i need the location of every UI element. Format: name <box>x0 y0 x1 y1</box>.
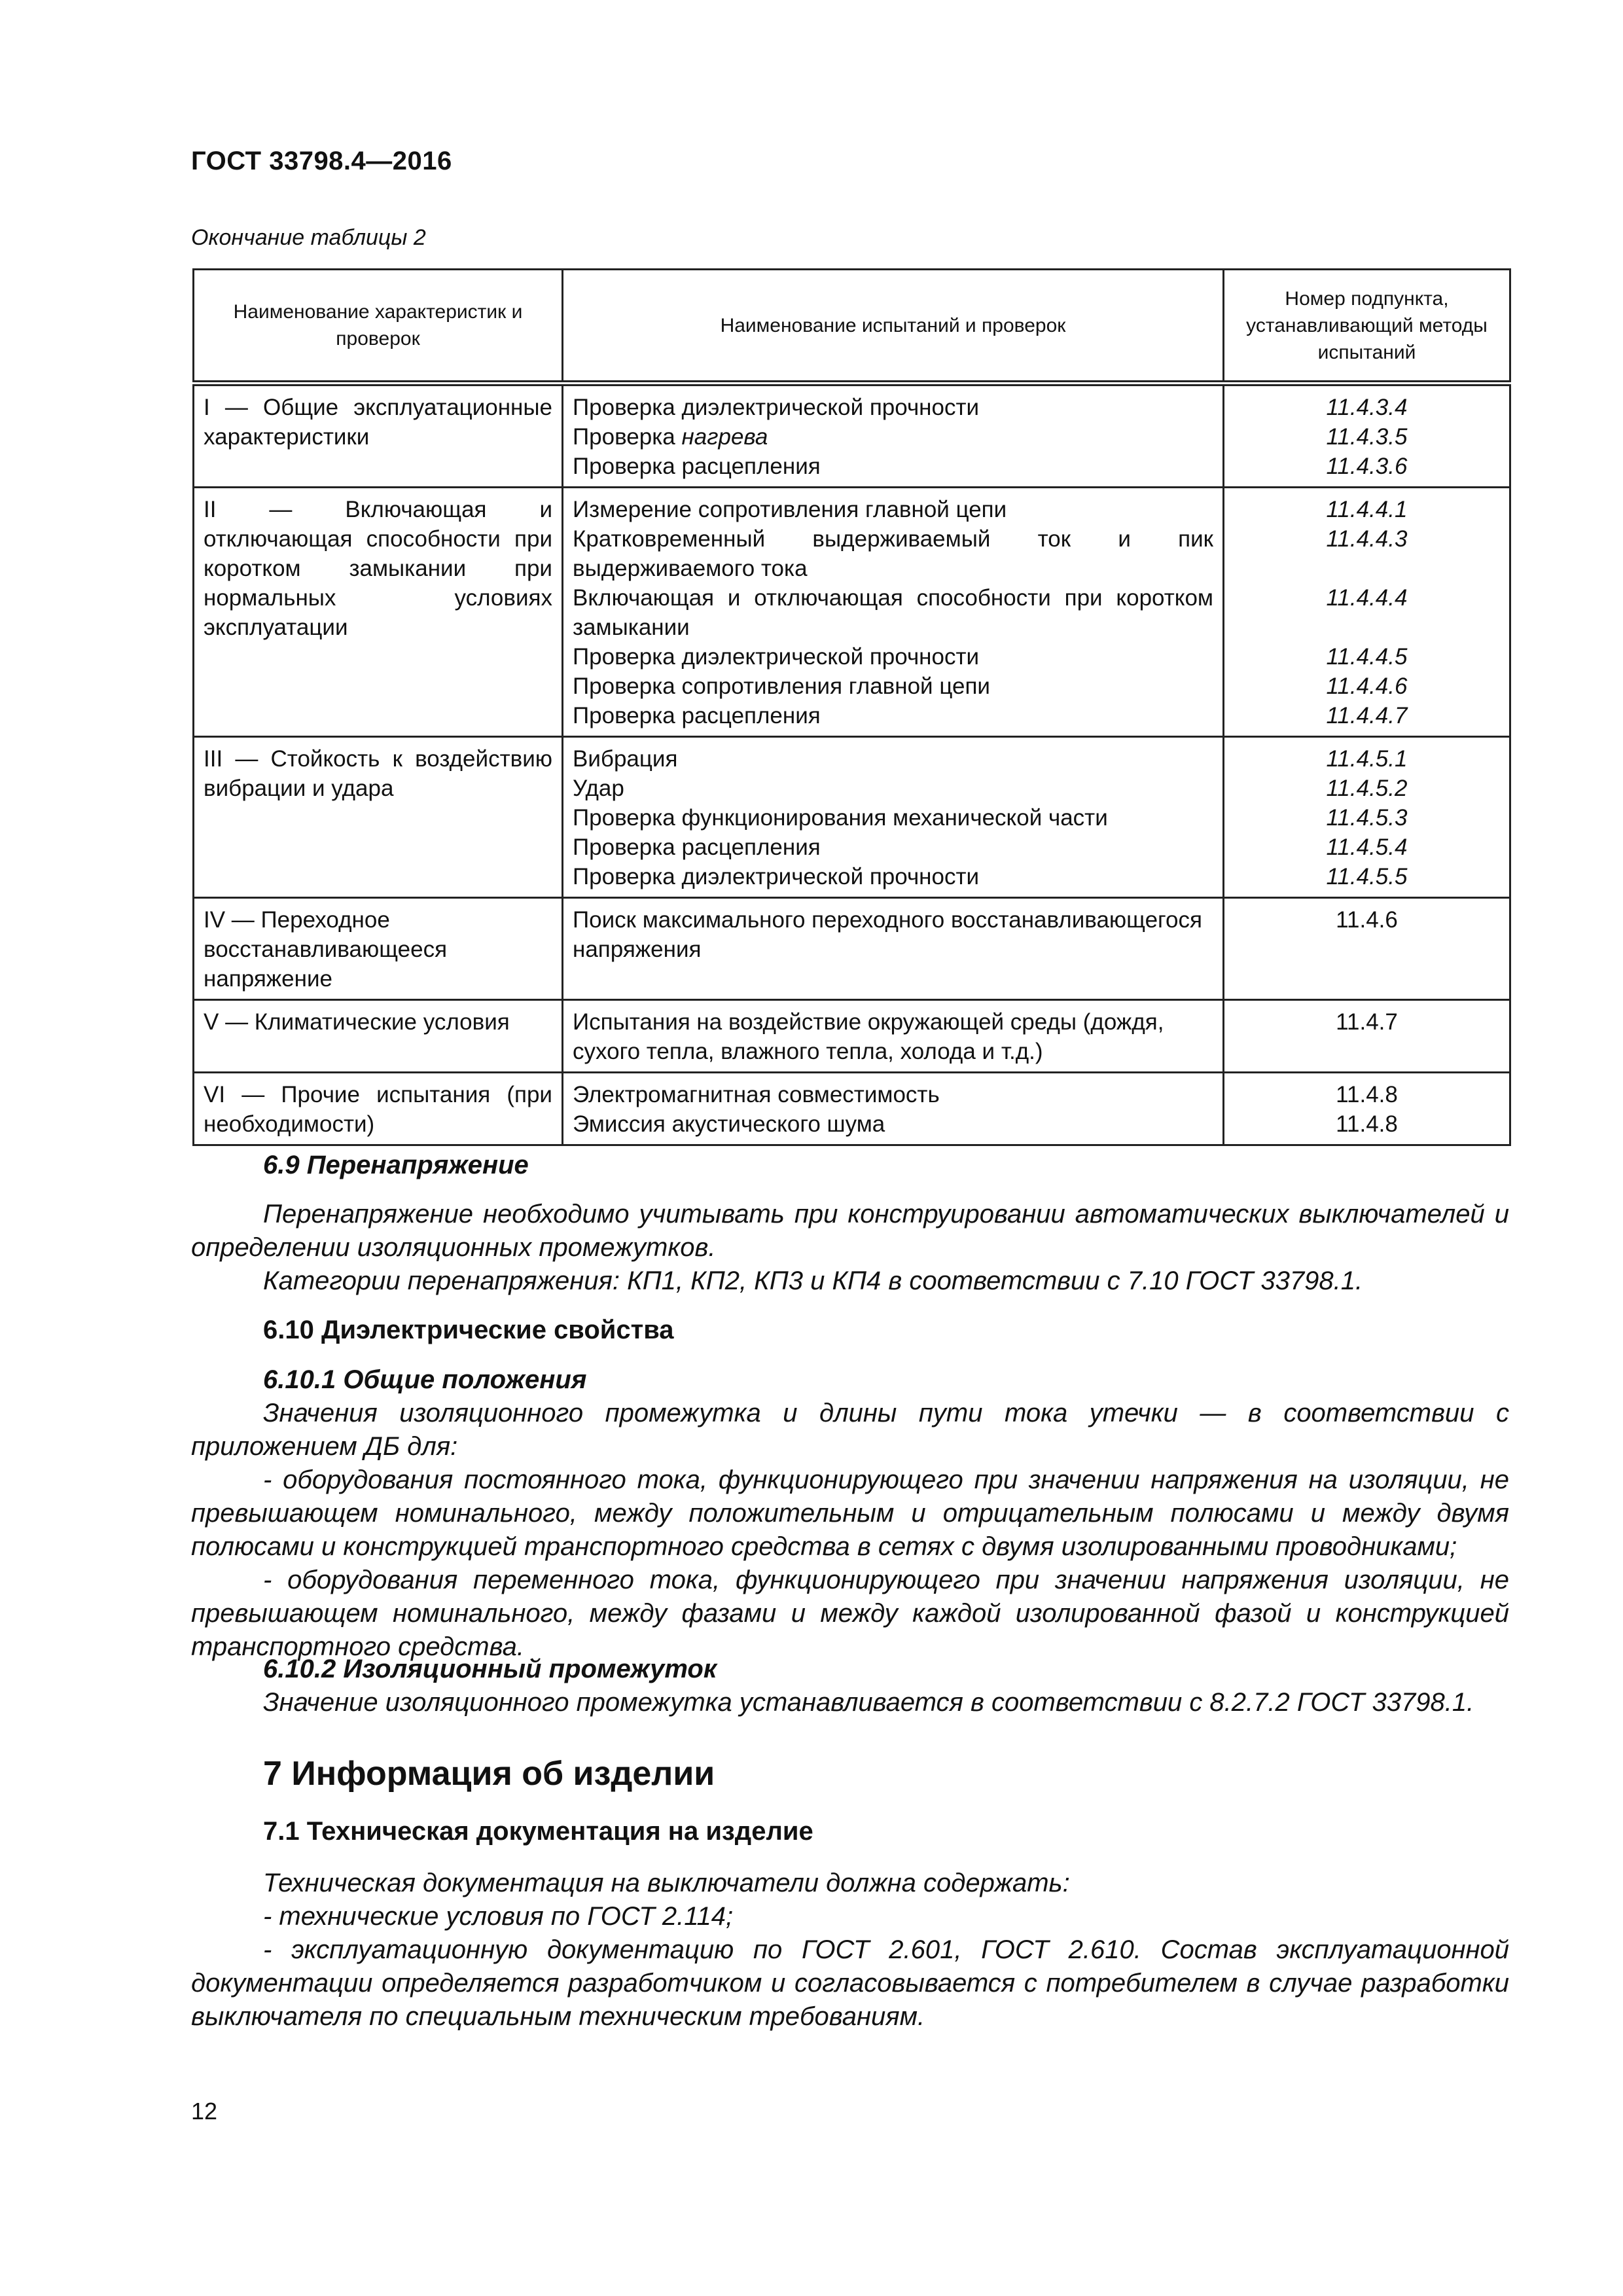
characteristic-cell: II — Включающая и отключающая способности при коротком замыкании при нормальных условиях эксплуатации <box>194 488 563 737</box>
clause-ref: 11.4.7 <box>1336 1009 1398 1035</box>
clause-ref: 11.4.4.7 <box>1326 703 1408 728</box>
test-item: Проверка расцепления <box>573 703 821 728</box>
characteristic-cell: V — Климатические условия <box>194 1000 563 1073</box>
table-caption: Окончание таблицы 2 <box>191 225 426 250</box>
section-6-10-1-heading: 6.10.1 Общие положения <box>263 1365 587 1394</box>
test-item: Эмиссия акустического шума <box>573 1111 885 1137</box>
table-header-row <box>194 270 1510 384</box>
characteristic-cell: VI — Прочие испытания (при необходимости) <box>194 1073 563 1145</box>
test-item: Испытания на воздействие окружающей среды (дождя, сухого тепла, влажного тепла, холода и т.д.) <box>573 1009 1164 1064</box>
paragraph: - оборудования переменного тока, функционирующего при значении напряжения изоляции, не превышающем номинального, между фазами и между каждой изолированной фазой и конструкцией транспортного средства. <box>191 1566 1509 1661</box>
paragraph: Значение изоляционного промежутка устанавливается в соответствии с 8.2.7.2 ГОСТ 33798.1. <box>263 1688 1474 1717</box>
test-item: Проверка диэлектрической прочности <box>573 395 980 420</box>
test-item: Включающая и отключающая способности при коротком замыкании <box>573 585 1213 640</box>
clause-cell <box>1224 898 1510 1000</box>
test-item <box>573 422 1213 452</box>
clause-ref: 11.4.5.4 <box>1326 834 1408 860</box>
clause-ref: 11.4.5.3 <box>1326 805 1408 831</box>
tests-cell <box>563 1073 1224 1145</box>
clause-cell <box>1224 737 1510 898</box>
section-6-9-body <box>191 1198 1509 1298</box>
clause-ref: 11.4.6 <box>1336 907 1398 933</box>
clause-ref: 11.4.8 <box>1336 1082 1398 1107</box>
clause-ref: 11.4.4.4 <box>1326 585 1408 611</box>
section-6-10-2-heading: 6.10.2 Изоляционный промежуток <box>263 1655 717 1683</box>
standard-code: ГОСТ 33798.4—2016 <box>191 147 452 175</box>
clause-cell <box>1224 1073 1510 1145</box>
paragraph: - эксплуатационную документацию по ГОСТ 2.601, ГОСТ 2.610. Состав эксплуатационной документации определяется разработчиком и согласовывается с потребителем в случае разработки выключателя по специальным техническим требованиям. <box>191 1935 1509 2031</box>
clause-ref: 11.4.5.1 <box>1326 746 1408 772</box>
test-item: Проверка функционирования механической части <box>573 805 1108 831</box>
test-item: Электромагнитная совместимость <box>573 1082 940 1107</box>
clause-cell <box>1224 488 1510 737</box>
tests-cell <box>563 384 1224 488</box>
section-6-10-2-body <box>191 1686 1509 1719</box>
clause-ref: 11.4.8 <box>1336 1111 1398 1137</box>
paragraph: - технические условия по ГОСТ 2.114; <box>263 1902 734 1931</box>
paragraph: Категории перенапряжения: КП1, КП2, КП3 и КП4 в соответствии с 7.10 ГОСТ 33798.1. <box>263 1266 1363 1295</box>
clause-ref: 11.4.4.3 <box>1326 526 1408 552</box>
clause-ref: 11.4.5.2 <box>1326 776 1408 801</box>
section-7-1-heading: 7.1 Техническая документация на изделие <box>263 1817 813 1846</box>
test-item-emphasis: нагрева <box>681 424 768 450</box>
test-item-text: Проверка <box>573 424 682 450</box>
tests-cell <box>563 898 1224 1000</box>
test-item: Кратковременный выдерживаемый ток и пик выдерживаемого тока <box>573 526 1213 581</box>
table-row <box>194 898 1510 1000</box>
table-row <box>194 1073 1510 1145</box>
tests-cell <box>563 488 1224 737</box>
test-table <box>192 268 1511 1146</box>
paragraph: - оборудования постоянного тока, функционирующего при значении напряжения на изоляции, не превышающем номинального, между положительным и отрицательным полюсами и между двумя полюсами и конструкцией транспортного средства в сетях с двумя изолированными проводниками; <box>191 1465 1509 1561</box>
column-header-clause: Номер подпункта, устанавливающий методы испытаний <box>1224 270 1510 384</box>
section-6-9-heading: 6.9 Перенапряжение <box>263 1151 529 1179</box>
clause-ref: 11.4.3.5 <box>1326 424 1408 450</box>
clause-ref: 11.4.3.4 <box>1326 395 1408 420</box>
test-item: Вибрация <box>573 746 678 772</box>
characteristic-cell: I — Общие эксплуатационные характеристики <box>194 384 563 488</box>
column-header-tests: Наименование испытаний и проверок <box>563 270 1224 384</box>
table-row <box>194 384 1510 488</box>
test-item: Проверка сопротивления главной цепи <box>573 673 990 699</box>
test-item: Удар <box>573 776 624 801</box>
clause-ref: 11.4.3.6 <box>1326 454 1408 479</box>
section-7-1-body <box>191 1867 1509 2034</box>
clause-ref: 11.4.4.6 <box>1326 673 1408 699</box>
page-number: 12 <box>191 2098 218 2125</box>
clause-ref: 11.4.5.5 <box>1326 864 1408 889</box>
clause-cell <box>1224 384 1510 488</box>
section-6-10-1-body <box>191 1397 1509 1664</box>
clause-ref: 11.4.4.1 <box>1326 497 1408 522</box>
column-header-characteristic: Наименование характеристик и проверок <box>194 270 563 384</box>
section-6-10-heading: 6.10 Диэлектрические свойства <box>263 1316 674 1344</box>
section-7-heading: 7 Информация об изделии <box>263 1755 715 1793</box>
paragraph: Перенапряжение необходимо учитывать при конструировании автоматических выключателей и определении изоляционных промежутков. <box>191 1200 1509 1262</box>
tests-cell <box>563 1000 1224 1073</box>
test-item: Проверка расцепления <box>573 834 821 860</box>
table-row <box>194 1000 1510 1073</box>
table-row <box>194 737 1510 898</box>
test-item: Поиск максимального переходного восстанавливающегося напряжения <box>573 907 1202 962</box>
characteristic-cell: III — Стойкость к воздействию вибрации и удара <box>194 737 563 898</box>
test-item: Проверка диэлектрической прочности <box>573 864 980 889</box>
clause-cell <box>1224 1000 1510 1073</box>
test-item: Измерение сопротивления главной цепи <box>573 497 1007 522</box>
test-item: Проверка расцепления <box>573 454 821 479</box>
paragraph: Техническая документация на выключатели должна содержать: <box>263 1869 1070 1897</box>
tests-cell <box>563 737 1224 898</box>
table-row <box>194 488 1510 737</box>
clause-ref: 11.4.4.5 <box>1326 644 1408 670</box>
test-item: Проверка диэлектрической прочности <box>573 644 980 670</box>
paragraph: Значения изоляционного промежутка и длины пути тока утечки — в соответствии с приложением ДБ для: <box>191 1399 1509 1461</box>
characteristic-cell: IV — Переходное восстанавливающееся напряжение <box>194 898 563 1000</box>
